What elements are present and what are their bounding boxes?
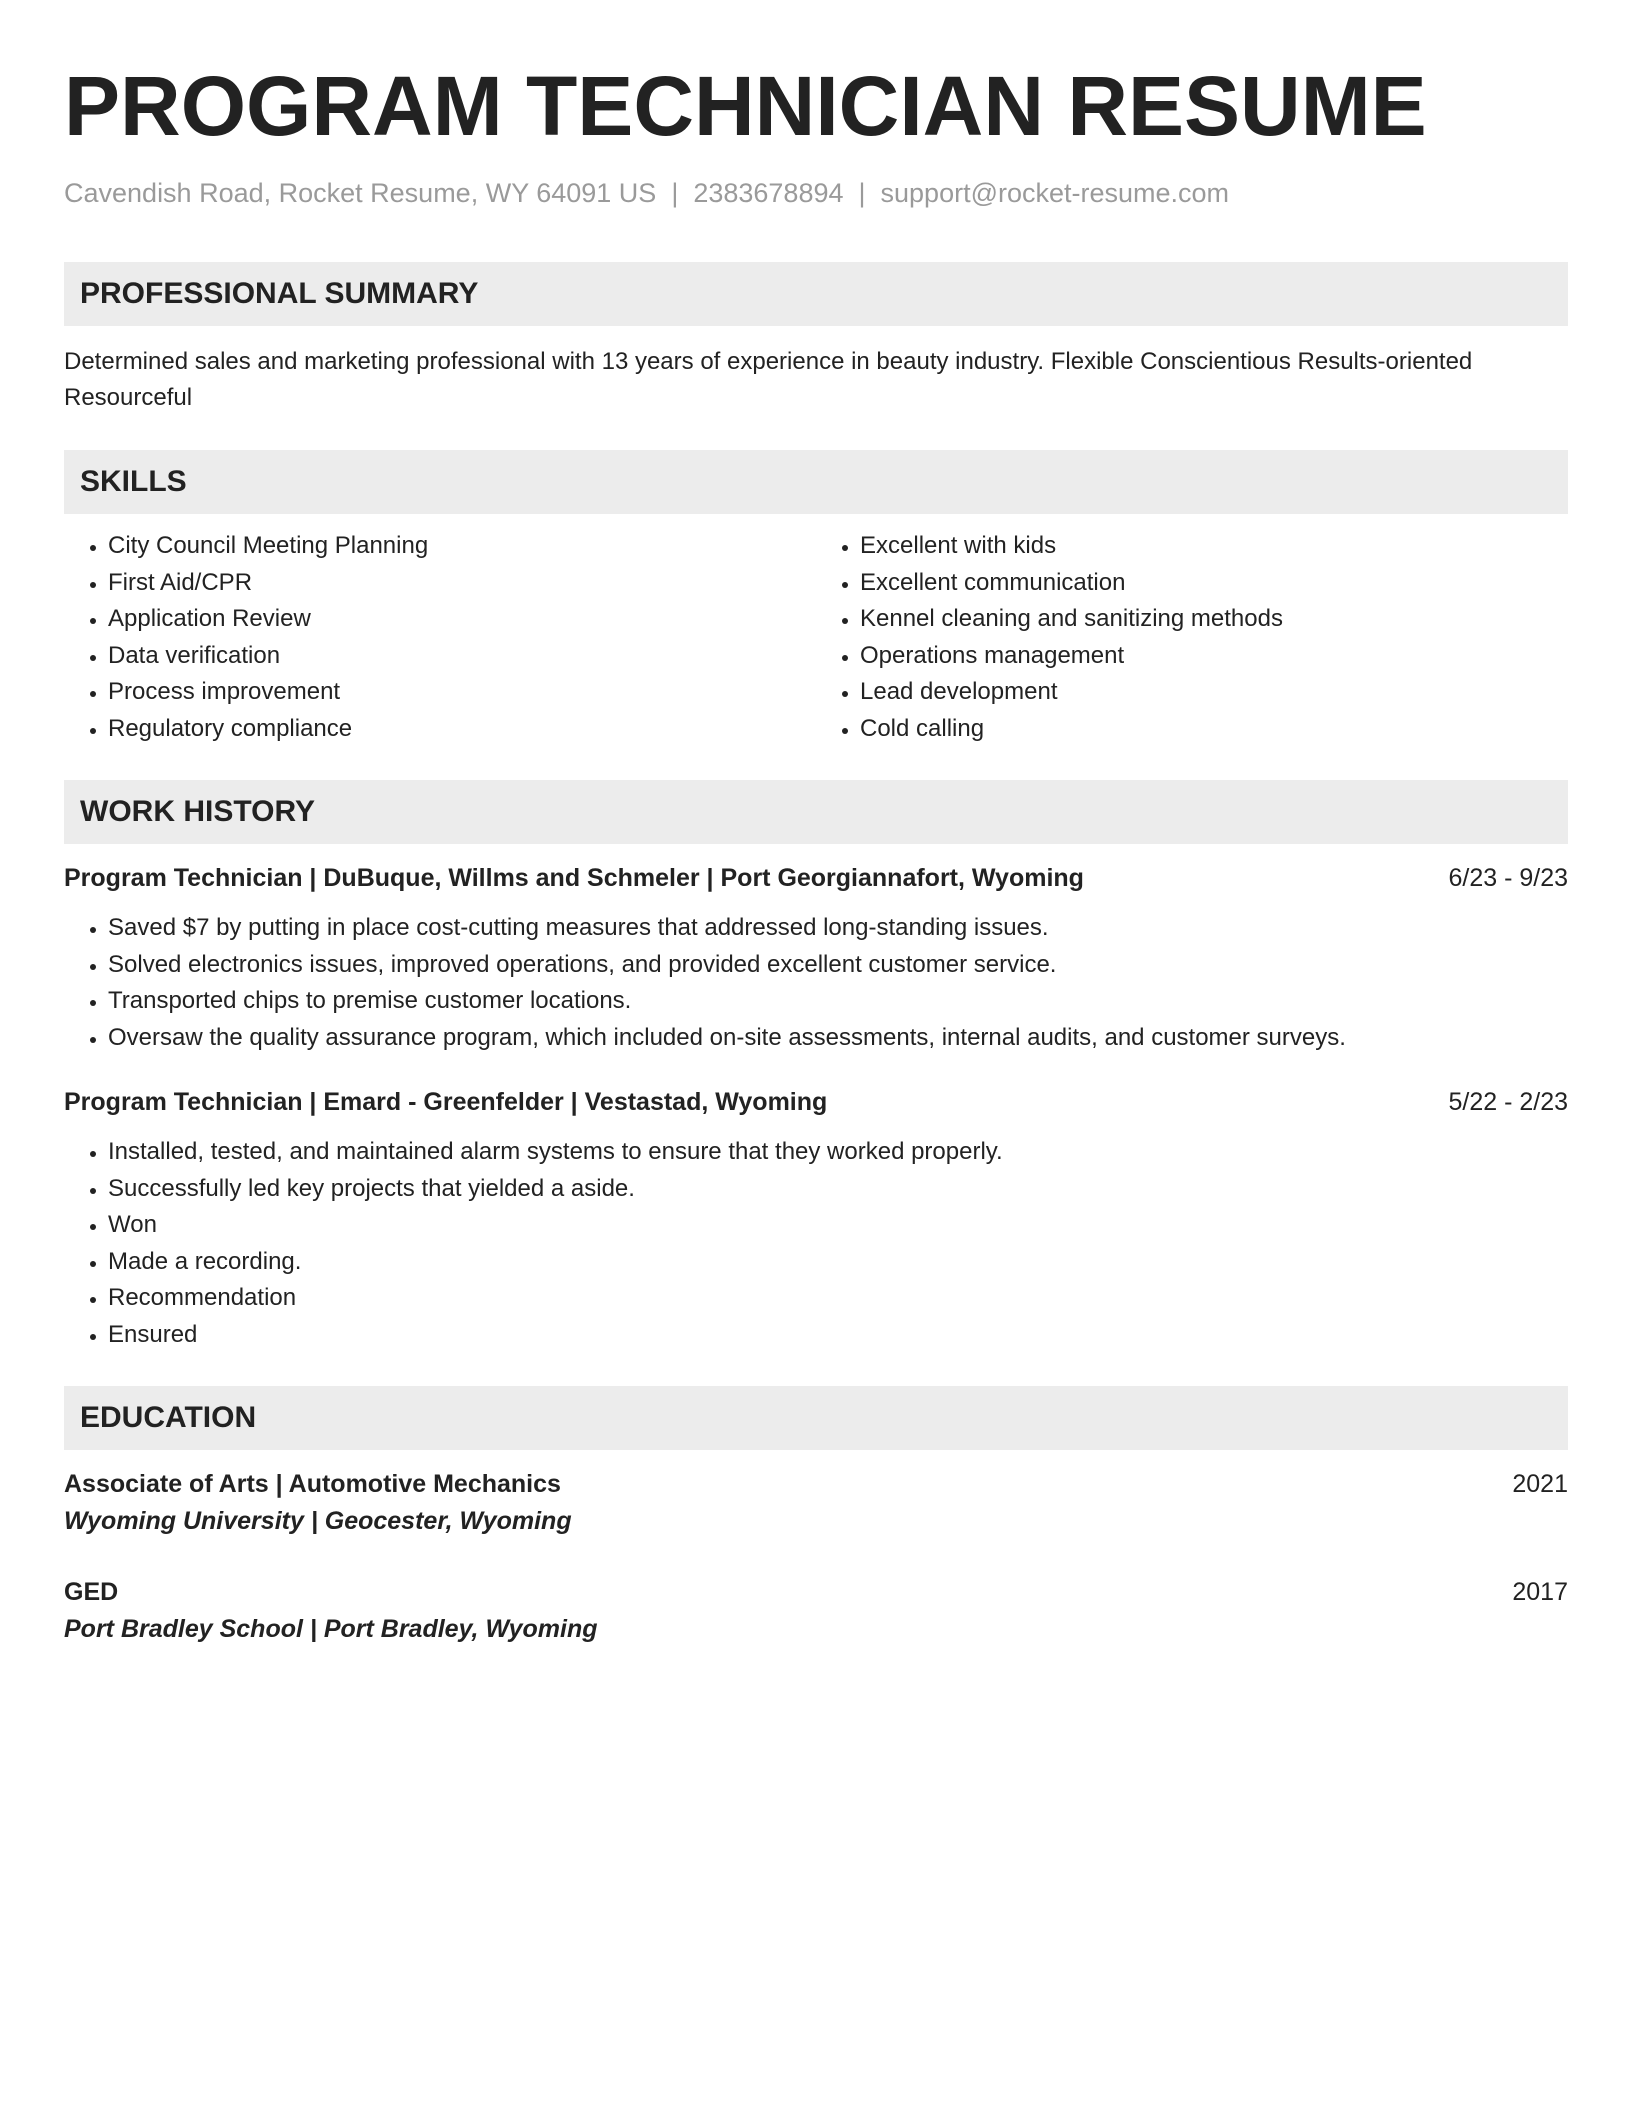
section-heading-skills: SKILLS: [64, 450, 1568, 514]
skill-item: • Cold calling: [860, 711, 1568, 748]
job-header: [64, 1084, 1568, 1120]
summary-section: [64, 262, 1568, 416]
job-bullet: • Successfully led key projects that yielded a aside.: [108, 1171, 1568, 1208]
section-heading-education: EDUCATION: [64, 1386, 1568, 1450]
job-bullet: • Solved electronics issues, improved operations, and provided excellent customer service.: [108, 947, 1568, 984]
job-bullet: • Installed, tested, and maintained alarm systems to ensure that they worked properly.: [108, 1134, 1568, 1171]
contact-separator: |: [671, 178, 679, 208]
skill-item: • Excellent communication: [860, 565, 1568, 602]
summary-text: Determined sales and marketing professional with 13 years of experience in beauty industry. Flexible Conscientious Results-oriented Resourceful: [64, 348, 1473, 411]
job-title: Program Technician | DuBuque, Willms and Schmeler | Port Georgiannafort, Wyoming: [64, 864, 1084, 892]
contact-line: [64, 176, 1568, 210]
education-entry: [64, 1466, 1568, 1540]
work-history-section: [64, 780, 1568, 1353]
skills-grid: [64, 528, 1568, 747]
education-header: [64, 1574, 1568, 1610]
section-heading-summary: PROFESSIONAL SUMMARY: [64, 262, 1568, 326]
job-dates: 6/23 - 9/23: [1448, 864, 1568, 892]
job-bullet: • Made a recording.: [108, 1244, 1568, 1281]
skill-item: • Operations management: [860, 638, 1568, 675]
job-bullet: • Saved $7 by putting in place cost-cutting measures that addressed long-standing issues.: [108, 910, 1568, 947]
resume-title: PROGRAM TECHNICIAN RESUME: [64, 59, 1427, 153]
education-degree: GED: [64, 1578, 119, 1606]
skill-item: • Data verification: [108, 638, 816, 675]
section-heading-work-history: WORK HISTORY: [64, 780, 1568, 844]
skill-item: • City Council Meeting Planning: [108, 528, 816, 565]
skills-column-right: [816, 528, 1568, 747]
skills-section: [64, 450, 1568, 747]
contact-separator: |: [858, 178, 866, 208]
job-bullet: • Transported chips to premise customer locations.: [108, 983, 1568, 1020]
skills-column-left: [64, 528, 816, 747]
job-bullet-list: [64, 1134, 1568, 1353]
skill-item: • First Aid/CPR: [108, 565, 816, 602]
job-entry: [64, 1084, 1568, 1353]
skill-item: • Process improvement: [108, 674, 816, 711]
education-header: [64, 1466, 1568, 1502]
education-section: [64, 1386, 1568, 1648]
job-dates: 5/22 - 2/23: [1448, 1088, 1568, 1116]
skill-item: • Regulatory compliance: [108, 711, 816, 748]
education-school: Port Bradley School | Port Bradley, Wyoming: [64, 1615, 598, 1643]
contact-email: support@rocket-resume.com: [880, 178, 1230, 208]
job-bullet: • Won: [108, 1207, 1568, 1244]
skill-item: • Kennel cleaning and sanitizing methods: [860, 601, 1568, 638]
skill-item: • Excellent with kids: [860, 528, 1568, 565]
skill-item: • Application Review: [108, 601, 816, 638]
education-year: 2021: [1512, 1470, 1568, 1498]
contact-address: Cavendish Road, Rocket Resume, WY 64091 US: [64, 178, 657, 208]
job-title: Program Technician | Emard - Greenfelder | Vestastad, Wyoming: [64, 1088, 828, 1116]
education-year: 2017: [1512, 1578, 1568, 1606]
education-school: Wyoming University | Geocester, Wyoming: [64, 1507, 572, 1535]
skill-item: • Lead development: [860, 674, 1568, 711]
job-entry: [64, 860, 1568, 1056]
education-entry: [64, 1574, 1568, 1648]
job-bullet: • Oversaw the quality assurance program, which included on-site assessments, internal audits, and customer surveys.: [108, 1020, 1568, 1057]
education-degree: Associate of Arts | Automotive Mechanics: [64, 1470, 561, 1498]
job-bullet: • Ensured: [108, 1317, 1568, 1354]
job-bullet-list: [64, 910, 1568, 1056]
contact-phone: 2383678894: [693, 178, 844, 208]
job-header: [64, 860, 1568, 896]
job-bullet: • Recommendation: [108, 1280, 1568, 1317]
